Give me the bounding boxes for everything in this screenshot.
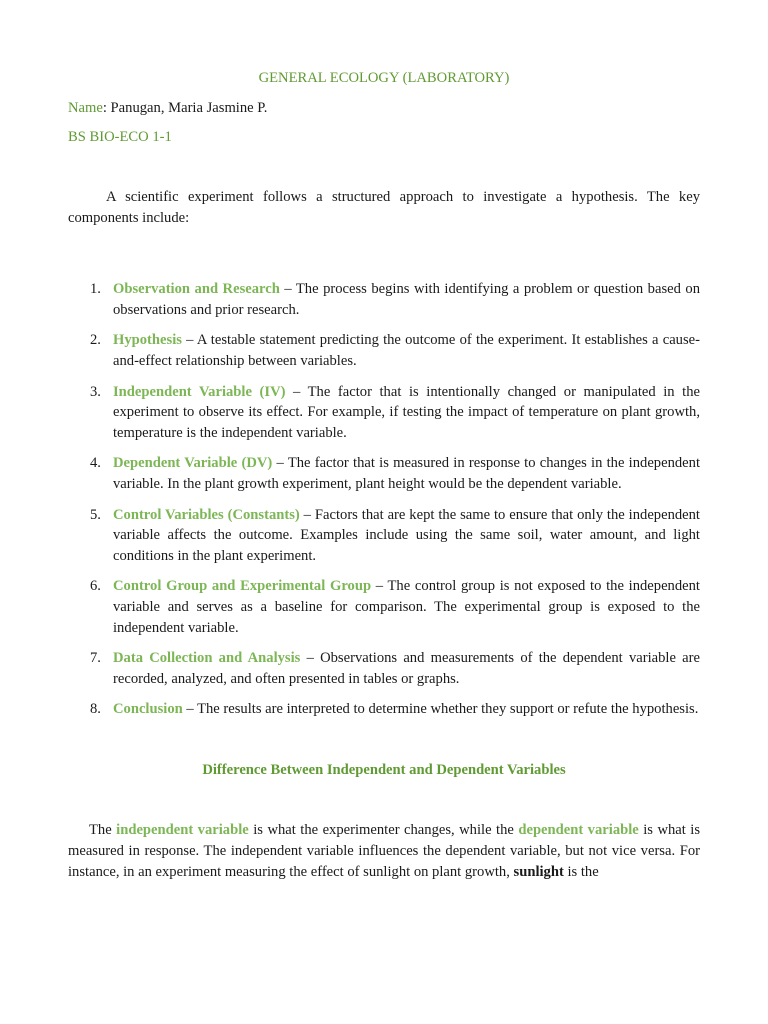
list-item [68,330,700,371]
list-item [68,279,700,320]
component-term: Control Group and Experimental Group [113,578,372,595]
list-item [68,648,700,689]
component-term: Dependent Variable (DV) [113,455,273,472]
component-description: – Factors that are kept the same to ensure that only the independent variable affects the outcome. Examples include using the same soil, water amount, and light conditions in the plant experiment. [113,506,700,564]
highlight-independent-variable: independent variable [116,822,249,839]
component-term: Observation and Research [113,281,280,298]
list-item [68,382,700,444]
document-page [68,68,700,897]
list-number: 2. [90,332,101,349]
component-description: – The control group is not exposed to the independent variable and serves as a baseline for comparison. The experimental group is exposed to the independent variable. [113,578,700,636]
component-term: Control Variables (Constants) [113,506,300,523]
document-title: GENERAL ECOLOGY (LABORATORY) [258,70,510,86]
components-list [68,279,700,720]
highlight-dependent-variable: dependent variable [518,822,639,839]
component-term: Hypothesis [113,332,182,349]
component-description: – The results are interpreted to determine whether they support or refute the hypothesis. [182,701,699,718]
list-item [68,505,700,567]
component-term: Conclusion [113,701,183,718]
list-number: 7. [90,650,101,667]
paragraph-text: is what the experimenter changes, while the [248,822,519,839]
list-number: 3. [90,383,101,400]
student-name: : Panugan, Maria Jasmine P. [102,100,268,116]
list-item [68,576,700,638]
list-item [68,453,700,494]
component-description: – The process begins with identifying a problem or question based on observations and prior research. [113,281,700,318]
paragraph-text: is what is measured in response. The independent variable influences the dependent variable, but not vice versa. For instance, in an experiment measuring the effect of sunlight on plant growth, [68,822,701,880]
list-item [68,699,700,720]
section-heading: Difference Between Independent and Dependent Variables [202,761,566,778]
name-label: Name [68,100,103,116]
student-name-line [68,98,700,118]
component-term: Data Collection and Analysis [113,650,301,667]
list-number: 4. [90,455,101,472]
component-description: – A testable statement predicting the outcome of the experiment. It establishes a cause-and-effect relationship between variables. [113,332,700,369]
difference-paragraph [68,820,700,882]
component-description: – The factor that is measured in response to changes in the independent variable. In the plant growth experiment, plant height would be the dependent variable. [113,455,700,492]
component-description: – Observations and measurements of the dependent variable are recorded, analyzed, and often presented in tables or graphs. [113,650,700,687]
paragraph-text: is the [563,863,599,880]
list-number: 6. [90,578,101,595]
list-number: 1. [90,281,101,298]
course-section: BS BIO-ECO 1-1 [68,129,172,145]
component-description: – The factor that is intentionally changed or manipulated in the experiment to observe its effect. For example, if testing the impact of temperature on plant growth, temperature is the independent variable. [113,383,700,441]
list-number: 8. [90,701,101,718]
highlight-sunlight: sunlight [513,863,564,880]
intro-paragraph: A scientific experiment follows a structured approach to investigate a hypothesis. The key components include: [68,189,700,226]
component-term: Independent Variable (IV) [113,383,286,400]
paragraph-text: The [89,822,117,839]
list-number: 5. [90,506,101,523]
